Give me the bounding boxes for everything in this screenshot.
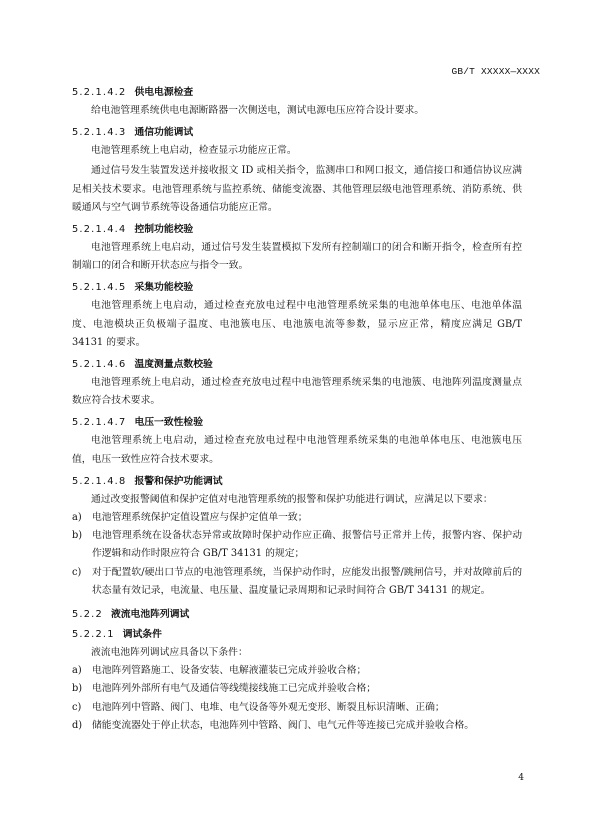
body-paragraph: 电池管理系统上电启动，通过检查充放电过程中电池管理系统采集的电池单体电压、电池簇电压值，电压一致性应符合技术要求。 <box>72 435 522 465</box>
section-title: 温度测量点数校验 <box>134 359 213 371</box>
body-paragraph: 电池管理系统上电启动，通过检查充放电过程中电池管理系统采集的电池簇、电池阵列温度测量点数应符合技术要求。 <box>72 377 522 407</box>
section-number: 5.2.1.4.4 <box>72 224 127 236</box>
section-heading <box>72 126 522 140</box>
list-item-text: 电池阵列中管路、阀门、电堆、电气设备等外观无变形、断裂且标识清晰、正确； <box>92 701 445 713</box>
list-item-label: a) <box>72 512 82 524</box>
list-item-text: 电池管理系统保护定值设置应与保护定值单一致； <box>92 512 308 524</box>
list-item-text: 电池阵列外部所有电气及通信等线缆接线施工已完成并验收合格； <box>92 683 377 695</box>
list-item <box>72 527 522 563</box>
section-heading <box>72 86 522 100</box>
section-title: 通信功能调试 <box>134 127 194 139</box>
list-item-text: 储能变流器处于停止状态，电池阵列中管路、阀门、电气元件等连接已完成并验收合格。 <box>92 719 475 731</box>
section-title: 采集功能校验 <box>134 282 194 294</box>
list-item <box>72 680 522 698</box>
list-item <box>72 509 522 527</box>
section-heading <box>72 416 522 430</box>
section-title: 调试条件 <box>122 629 162 641</box>
section-number: 5.2.1.4.8 <box>72 475 127 487</box>
section-title: 报警和保护功能调试 <box>134 475 223 487</box>
body-paragraph: 通过改变报警阈值和保护定值对电池管理系统的报警和保护功能进行调试，应满足以下要求： <box>91 493 493 505</box>
list-item <box>72 717 522 735</box>
body-paragraph: 电池管理系统上电启动，通过信号发生装置模拟下发所有控制端口的闭合和断开指令，检查所有控制端口的闭合和断开状态应与指令一致。 <box>72 242 522 272</box>
body-paragraph: 电池管理系统上电启动，检查显示功能应正常。 <box>91 145 297 157</box>
list-item-text: 对于配置软/硬出口节点的电池管理系统，当保护动作时，应能发出报警/跳闸信号，并对故障前后的状态量有效记录，电流量、电压量、温度量记录周期和记录时间符合 GB/T 34131 的规定。 <box>92 566 522 596</box>
page-number: 4 <box>518 773 524 783</box>
section-title: 供电电源检查 <box>134 87 194 98</box>
list-item-label: c) <box>72 566 82 578</box>
section-number: 5.2.1.4.6 <box>72 359 127 371</box>
section-heading <box>72 475 522 489</box>
section-number: 5.2.1.4.7 <box>72 417 127 429</box>
list-item-label: d) <box>72 719 83 731</box>
section-heading <box>72 628 522 642</box>
document-body <box>72 86 522 735</box>
list-item-text: 电池阵列管路施工、设备安装、电解液灌装已完成并验收合格； <box>92 665 367 677</box>
body-paragraph: 电池管理系统上电启动，通过检查充放电过程中电池管理系统采集的电池单体电压、电池单体温度、电池模块正负极端子温度、电池簇电压、电池簇电流等参数，显示应正常，精度应满足 GB/T 34131 的要求。 <box>72 300 522 348</box>
section-heading <box>72 608 522 622</box>
list-item-text: 电池管理系统在设备状态异常或故障时保护动作应正确、报警信号正常并上传，报警内容、保护动作逻辑和动作时限应符合 GB/T 34131 的规定； <box>92 530 522 560</box>
section-heading <box>72 358 522 372</box>
list-item <box>72 699 522 717</box>
document-number-header: GB/T XXXXX—XXXX <box>451 66 540 77</box>
section-number: 5.2.2 <box>72 609 103 621</box>
section-title: 控制功能校验 <box>134 224 194 236</box>
section-heading <box>72 223 522 237</box>
section-number: 5.2.1.4.2 <box>72 87 127 98</box>
section-title: 电压一致性检验 <box>134 417 204 429</box>
list-item-label: a) <box>72 665 82 677</box>
section-number: 5.2.1.4.3 <box>72 127 127 139</box>
section-heading <box>72 281 522 295</box>
section-number: 5.2.2.1 <box>72 629 115 641</box>
list-item <box>72 662 522 680</box>
list-item-label: c) <box>72 701 82 713</box>
list-item <box>72 564 522 600</box>
section-title: 液流电池阵列调试 <box>110 609 190 621</box>
list-item-label: b) <box>72 530 83 542</box>
body-paragraph: 通过信号发生装置发送并接收报文 ID 或相关指令，监测串口和网口报文，通信接口和通信协议应满足相关技术要求。电池管理系统与监控系统、储能变流器、其他管理层级电池管理系统、消防系统、供暖通风与空气调节系统等设备通信功能应正常。 <box>72 165 522 213</box>
body-paragraph: 给电池管理系统供电电源断路器一次侧送电，测试电源电压应符合设计要求。 <box>91 105 425 116</box>
list-item-label: b) <box>72 683 83 695</box>
section-number: 5.2.1.4.5 <box>72 282 127 294</box>
body-paragraph: 液流电池阵列调试应具备以下条件： <box>91 647 248 659</box>
